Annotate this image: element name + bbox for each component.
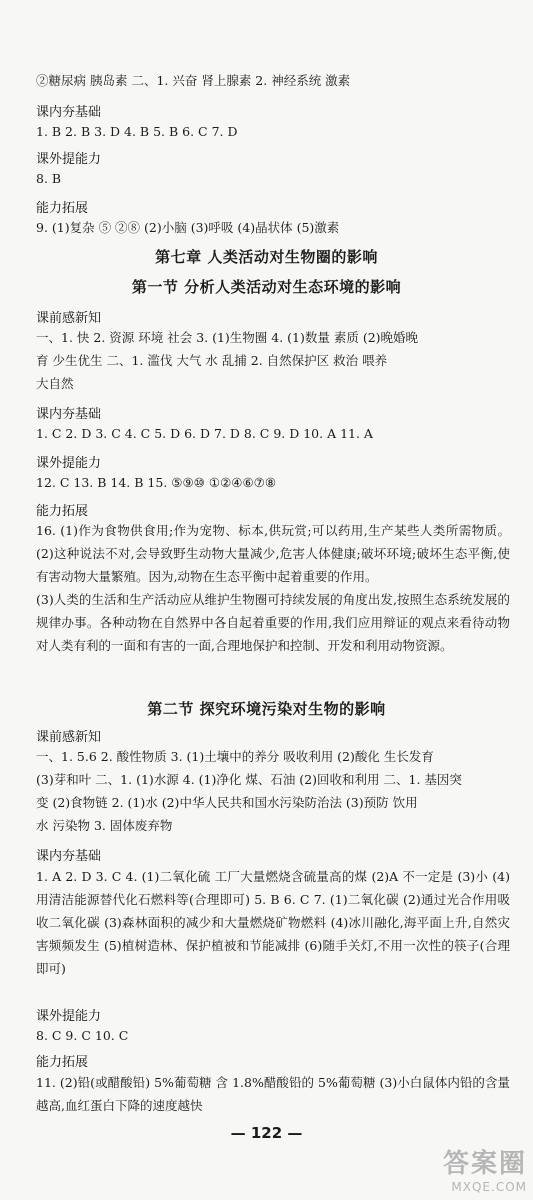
- answer-line: 1. C 2. D 3. C 4. C 5. D 6. D 7. D 8. C 9. D 10. A 11. A: [36, 426, 373, 441]
- section-label: 课内夯基础: [36, 105, 102, 120]
- answer-line: 大自然: [36, 376, 74, 391]
- answer-line: 8. B: [36, 171, 62, 186]
- answer-line: 水 污染物 3. 固体废弃物: [36, 818, 173, 833]
- section-label: 课内夯基础: [36, 849, 102, 864]
- answer-line: 1. B 2. B 3. D 4. B 5. B 6. C 7. D: [36, 124, 238, 139]
- watermark-logo: 答案圈: [442, 1149, 527, 1179]
- section-label: 课前感新知: [36, 311, 102, 326]
- answer-line: 一、1. 5.6 2. 酸性物质 3. (1)土壤中的养分 吸收利用 (2)酸化 生长发育: [36, 749, 434, 764]
- watermark: [443, 1143, 527, 1194]
- section-title: 第一节 分析人类活动对生态环境的影响: [131, 278, 402, 296]
- answer-paragraph: 16. (1)作为食物供食用;作为宠物、标本,供玩赏;可以药用,生产某些人类所需物质。 (2)这种说法不对,会导致野生动物大量减少,危害人体健康;破坏环境;破坏生态平衡,使有害动物大量繁殖。因为,动物在生态平衡中起着重要的作用。: [36, 523, 510, 584]
- chapter-title: 第七章 人类活动对生物圈的影响: [155, 248, 378, 266]
- section-label: 课外提能力: [36, 456, 102, 471]
- answer-paragraph: (3)人类的生活和生产活动应从维护生物圈可持续发展的角度出发,按照生态系统发展的规律办事。各种动物在自然界中各自起着重要的作用,我们应用辩证的观点来看待动物对人类有利的一面和有害的一面,合理地保护和控制、开发和利用动物资源。: [36, 592, 510, 653]
- answer-line: 一、1. 快 2. 资源 环境 社会 3. (1)生物圈 4. (1)数量 素质 (2)晚婚晚: [36, 330, 419, 345]
- answer-line: (3)芽和叶 二、1. (1)水源 4. (1)净化 煤、石油 (2)回收和利用 二、1. 基因突: [36, 772, 462, 787]
- answer-paragraph: 1. A 2. D 3. C 4. (1)二氧化硫 工厂大量燃烧含硫量高的煤 (2)A 不一定是 (3)小 (4)用清洁能源替代化石燃料等(合理即可) 5. B 6. C 7. (1)二氧化碳 (2)通过光合作用吸收二氧化碳 (3)森林面积的减少和大量燃烧矿物燃料 (4)冰川融化,海平面上升,自然灾害频频发生 (5)植树造林、保护植被和节能减排 (6)随手关灯,不用一次性的筷子(合理即可): [36, 869, 510, 976]
- section-label: 课外提能力: [36, 152, 102, 167]
- answer-line: 育 少生优生 二、1. 滥伐 大气 水 乱捕 2. 自然保护区 救治 喂养: [36, 353, 388, 368]
- section-label: 能力拓展: [36, 504, 89, 519]
- section-label: 能力拓展: [36, 201, 89, 216]
- answer-line: ②糖尿病 胰岛素 二、1. 兴奋 肾上腺素 2. 神经系统 激素: [36, 73, 351, 88]
- answer-line: 变 (2)食物链 2. (1)水 (2)中华人民共和国水污染防治法 (3)预防 饮用: [36, 795, 418, 810]
- answer-line: 12. C 13. B 14. B 15. ⑤⑨⑩ ①②④⑥⑦⑧: [36, 475, 277, 490]
- section-label: 课内夯基础: [36, 407, 102, 422]
- section-label: 课外提能力: [36, 1009, 102, 1024]
- answer-line: 9. (1)复杂 ⑤ ②⑧ (2)小脑 (3)呼吸 (4)晶状体 (5)激素: [36, 220, 340, 235]
- answer-line: 8. C 9. C 10. C: [36, 1028, 129, 1043]
- answer-paragraph: 11. (2)铅(或醋酸铅) 5%葡萄糖 含 1.8%醋酸铅的 5%葡萄糖 (3)小白鼠体内铅的含量越高,血红蛋白下降的速度越快: [36, 1075, 510, 1113]
- page-number: — 122 —: [230, 1124, 303, 1142]
- section-title: 第二节 探究环境污染对生物的影响: [147, 700, 386, 718]
- section-label: 能力拓展: [36, 1055, 89, 1070]
- watermark-url: MXQE.COM: [451, 1180, 527, 1194]
- section-label: 课前感新知: [36, 730, 102, 745]
